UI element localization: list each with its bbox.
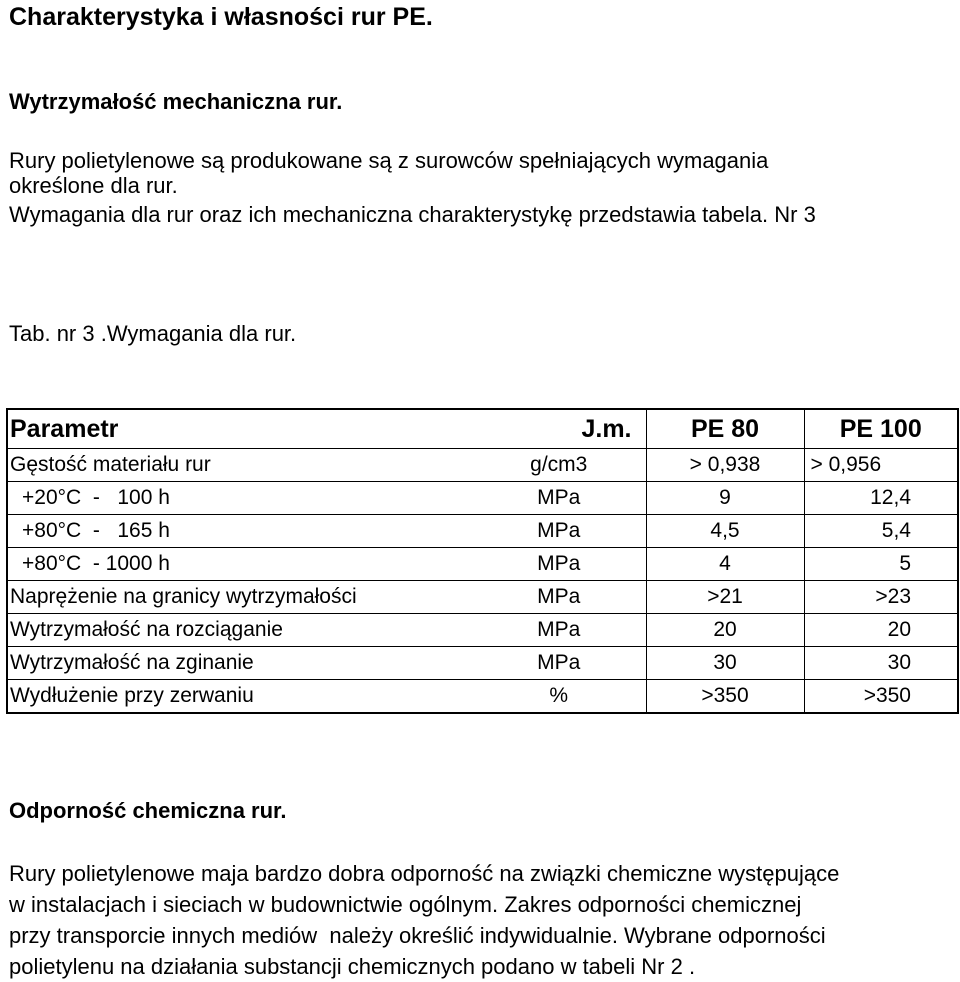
- cell-parametr: Naprężenie na granicy wytrzymałości: [10, 585, 357, 608]
- paragraph-line: Rury polietylenowe maja bardzo dobra odporność na związki chemiczne występujące: [9, 861, 840, 886]
- table-caption: Tab. nr 3 .Wymagania dla rur.: [9, 321, 297, 346]
- cell-unit: %: [472, 680, 646, 714]
- paragraph-line: w instalacjach i sieciach w budownictwie ogólnym. Zakres odporności chemicznej: [9, 892, 802, 917]
- cell-parametr: Wytrzymałość na rozciąganie: [10, 618, 283, 641]
- cell-pe80: 30: [646, 647, 804, 680]
- header-parametr: Parametr: [10, 415, 119, 443]
- header-pe80: PE 80: [646, 409, 804, 449]
- cell-pe80: 4: [646, 548, 804, 581]
- table-row: [7, 581, 958, 614]
- cell-unit: MPa: [472, 614, 646, 647]
- table-row: [7, 548, 958, 581]
- paragraph-chemical: [9, 858, 839, 982]
- cell-parametr: Wytrzymałość na zginanie: [10, 651, 254, 674]
- table-header-row: [7, 409, 958, 449]
- cell-pe100: 5,4: [881, 519, 911, 542]
- cell-parametr: Gęstość materiału rur: [10, 453, 211, 476]
- table-row: [7, 647, 958, 680]
- paragraph-line: polietylenu na działania substancji chemicznych podano w tabeli Nr 2 .: [9, 954, 696, 979]
- cell-unit: MPa: [472, 515, 646, 548]
- paragraph-line: Wymagania dla rur oraz ich mechaniczna charakterystykę przedstawia tabela. Nr 3: [9, 202, 816, 227]
- section-heading-mechanical: Wytrzymałość mechaniczna rur.: [9, 89, 343, 114]
- header-unit: J.m.: [581, 415, 632, 443]
- paragraph-line: Rury polietylenowe są produkowane są z surowców spełniających wymagania: [9, 148, 769, 173]
- table-row: [7, 680, 958, 714]
- cell-pe100: 12,4: [870, 486, 911, 509]
- cell-parametr: +80°C - 165 h: [22, 519, 170, 542]
- cell-unit: MPa: [472, 548, 646, 581]
- section-heading-chemical: Odporność chemiczna rur.: [9, 798, 287, 823]
- cell-pe100: 20: [887, 618, 911, 641]
- cell-pe80: 9: [646, 482, 804, 515]
- cell-pe80: >350: [646, 680, 804, 714]
- table-row: [7, 614, 958, 647]
- table-row: [7, 449, 958, 482]
- cell-pe80: > 0,938: [646, 449, 804, 482]
- cell-pe80: >21: [646, 581, 804, 614]
- cell-parametr: Wydłużenie przy zerwaniu: [10, 684, 254, 707]
- table-row: [7, 482, 958, 515]
- cell-pe100: > 0,956: [810, 453, 882, 476]
- cell-parametr: +20°C - 100 h: [22, 486, 170, 509]
- cell-pe100: 30: [887, 651, 911, 674]
- table-row: [7, 515, 958, 548]
- cell-pe80: 4,5: [646, 515, 804, 548]
- paragraph-mechanical: [9, 146, 816, 229]
- cell-unit: MPa: [472, 647, 646, 680]
- cell-pe100: >23: [875, 585, 911, 608]
- document-title: Charakterystyka i własności rur PE.: [9, 3, 433, 31]
- paragraph-line: określone dla rur.: [9, 173, 178, 198]
- header-pe100: PE 100: [839, 415, 922, 443]
- cell-pe100: >350: [863, 684, 911, 707]
- paragraph-line: przy transporcie innych mediów należy określić indywidualnie. Wybrane odporności: [9, 923, 826, 948]
- cell-unit: g/cm3: [472, 449, 646, 482]
- cell-pe80: 20: [646, 614, 804, 647]
- cell-unit: MPa: [472, 482, 646, 515]
- requirements-table: [6, 408, 959, 714]
- cell-unit: MPa: [472, 581, 646, 614]
- cell-parametr: +80°C - 1000 h: [22, 552, 170, 575]
- cell-pe100: 5: [899, 552, 911, 575]
